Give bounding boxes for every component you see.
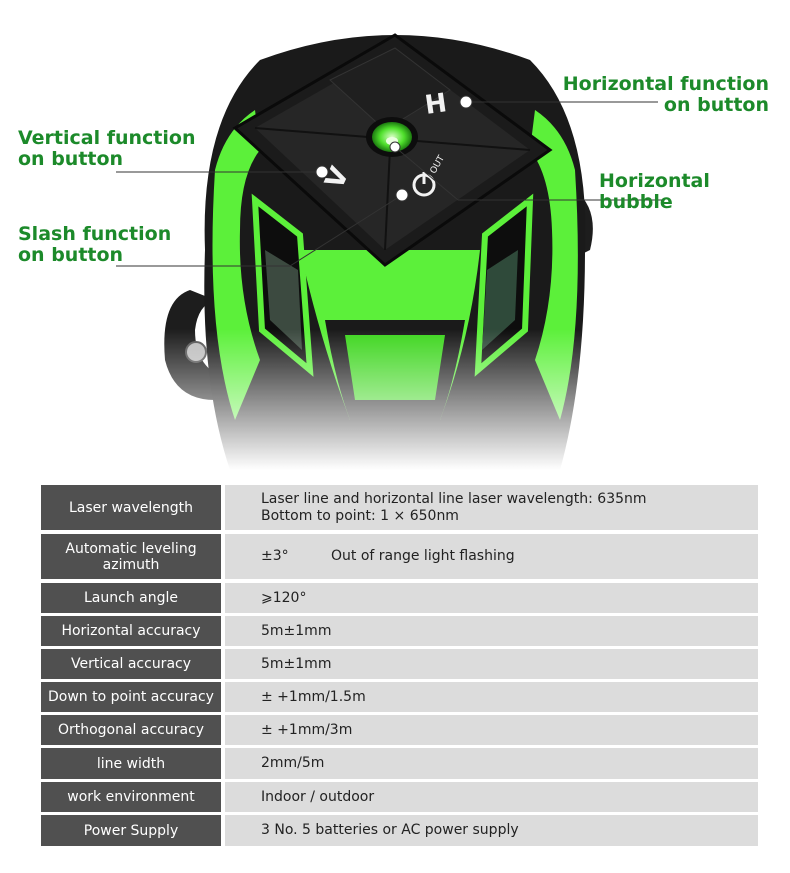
spec-row-orthogonal-accuracy: Orthogonal accuracy ± +1mm/3m [41, 715, 758, 745]
spec-row-down-to-point-accuracy: Down to point accuracy ± +1mm/1.5m [41, 682, 758, 712]
spec-row-horizontal-accuracy: Horizontal accuracy 5m±1mm [41, 616, 758, 646]
spec-row-power-supply: Power Supply 3 No. 5 batteries or AC power supply [41, 815, 758, 846]
callout-horizontal-bubble: Horizontal bubble [599, 170, 710, 213]
spec-row-line-width: line width 2mm/5m [41, 748, 758, 779]
spec-row-launch-angle: Launch angle ⩾120° [41, 583, 758, 613]
callout-vertical-function: Vertical function on button [18, 127, 196, 170]
spec-row-work-environment: work environment Indoor / outdoor [41, 782, 758, 812]
spec-row-laser-wavelength: Laser wavelength Laser line and horizontal line laser wavelength: 635nm Bottom to point: 1 × 650nm [41, 485, 758, 530]
callout-slash-function: Slash function on button [18, 223, 172, 266]
spec-row-leveling-azimuth: Automatic leveling azimuth ±3° Out of range light flashing [41, 534, 758, 579]
callout-horizontal-function: Horizontal function on button [562, 73, 769, 116]
spec-row-vertical-accuracy: Vertical accuracy 5m±1mm [41, 649, 758, 679]
